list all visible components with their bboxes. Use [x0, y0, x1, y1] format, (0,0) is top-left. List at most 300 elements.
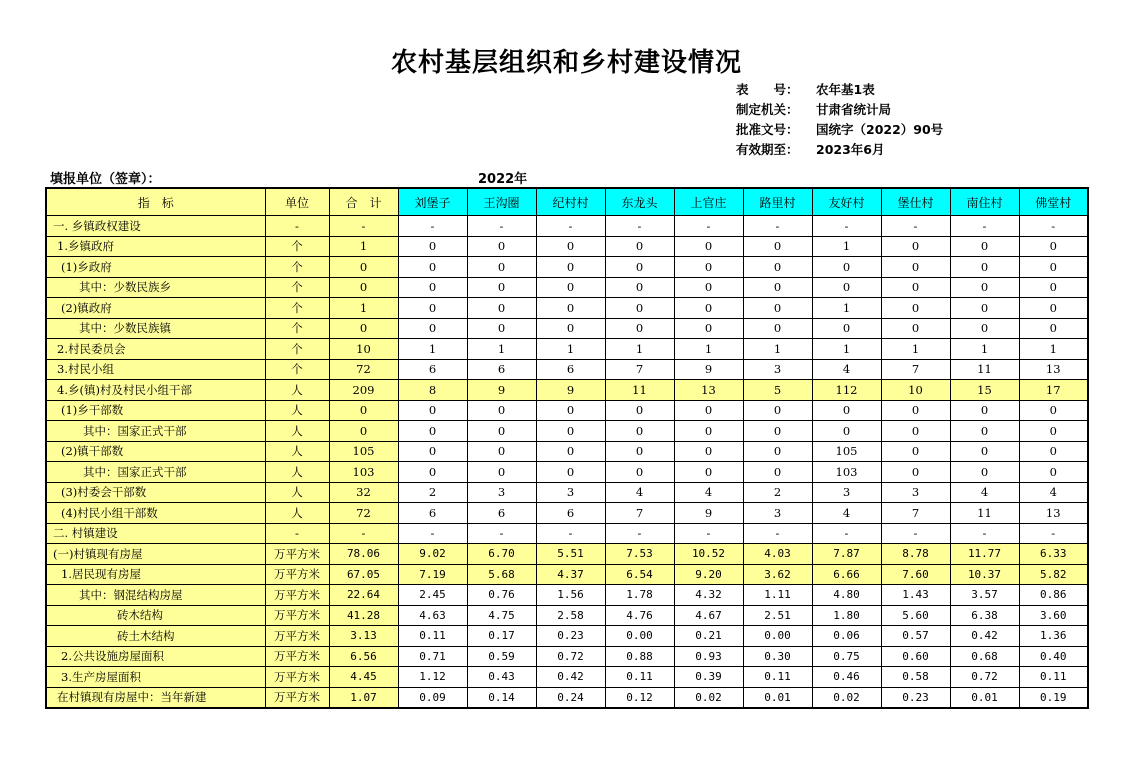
row-total: 0 — [329, 318, 398, 339]
row-village-value: 0 — [536, 257, 605, 278]
meta-form-number: 表 号： 农年基1表 — [736, 82, 875, 97]
row-indicator: 砖土木结构 — [46, 626, 265, 647]
row-village-value: 6 — [536, 359, 605, 380]
row-village-value: 0.06 — [812, 626, 881, 647]
row-village-value: 0.02 — [812, 687, 881, 708]
row-village-value: 0 — [881, 318, 950, 339]
row-total: 22.64 — [329, 585, 398, 606]
row-village-value: 0.02 — [674, 687, 743, 708]
row-village-value: 0 — [950, 462, 1019, 483]
table-row — [46, 277, 1088, 298]
row-total: 105 — [329, 441, 398, 462]
row-village-value: 4.80 — [812, 585, 881, 606]
row-village-value: 6.66 — [812, 564, 881, 585]
row-village-value: 0 — [467, 257, 536, 278]
header-village: 友好村 — [812, 188, 881, 216]
row-indicator: 1.居民现有房屋 — [46, 564, 265, 585]
row-village-value: 0 — [743, 462, 812, 483]
row-village-value: 3.57 — [950, 585, 1019, 606]
row-village-value: 0 — [398, 421, 467, 442]
row-village-value: 1.43 — [881, 585, 950, 606]
row-village-value: 0 — [467, 462, 536, 483]
row-village-value: 11 — [950, 359, 1019, 380]
row-village-value: 9 — [467, 380, 536, 401]
table-row — [46, 564, 1088, 585]
row-total: 1.07 — [329, 687, 398, 708]
row-village-value: 0 — [950, 257, 1019, 278]
row-unit: 人 — [265, 441, 329, 462]
row-indicator: 二. 村镇建设 — [46, 523, 265, 544]
row-village-value: 1 — [1019, 339, 1088, 360]
row-village-value: 0.71 — [398, 646, 467, 667]
row-total: 6.56 — [329, 646, 398, 667]
row-village-value: 0.11 — [605, 667, 674, 688]
row-village-value: 0 — [881, 462, 950, 483]
header-village: 王沟圈 — [467, 188, 536, 216]
table-row — [46, 462, 1088, 483]
row-village-value: - — [536, 523, 605, 544]
row-unit: - — [265, 216, 329, 237]
header-total: 合 计 — [329, 188, 398, 216]
row-village-value: - — [743, 523, 812, 544]
row-indicator: 砖木结构 — [46, 605, 265, 626]
row-village-value: 0 — [398, 318, 467, 339]
row-village-value: 0 — [536, 421, 605, 442]
row-village-value: 0 — [812, 318, 881, 339]
row-village-value: 103 — [812, 462, 881, 483]
row-village-value: 0 — [1019, 298, 1088, 319]
row-village-value: 0 — [743, 257, 812, 278]
row-indicator: (4)村民小组干部数 — [46, 503, 265, 524]
row-village-value: 4 — [812, 503, 881, 524]
row-village-value: 0 — [1019, 400, 1088, 421]
row-village-value: 6 — [467, 359, 536, 380]
meta-approval-number: 批准文号： 国统字（2022）90号 — [736, 122, 944, 137]
row-unit: 个 — [265, 236, 329, 257]
row-village-value: 112 — [812, 380, 881, 401]
row-village-value: 0.19 — [1019, 687, 1088, 708]
row-indicator: (1)乡政府 — [46, 257, 265, 278]
row-village-value: 0 — [674, 441, 743, 462]
row-village-value: 8 — [398, 380, 467, 401]
row-village-value: 0 — [605, 277, 674, 298]
table-row — [46, 667, 1088, 688]
row-unit: 万平方米 — [265, 626, 329, 647]
row-village-value: 7.87 — [812, 544, 881, 565]
row-total: 41.28 — [329, 605, 398, 626]
row-indicator: 一. 乡镇政权建设 — [46, 216, 265, 237]
row-village-value: 5.82 — [1019, 564, 1088, 585]
row-village-value: 0.01 — [950, 687, 1019, 708]
row-village-value: 0.11 — [1019, 667, 1088, 688]
table-row — [46, 257, 1088, 278]
row-village-value: 0.59 — [467, 646, 536, 667]
row-village-value: 0 — [605, 400, 674, 421]
row-village-value: 0 — [881, 236, 950, 257]
row-village-value: - — [398, 523, 467, 544]
row-village-value: 1 — [536, 339, 605, 360]
row-village-value: 1.11 — [743, 585, 812, 606]
row-unit: 个 — [265, 359, 329, 380]
row-village-value: - — [743, 216, 812, 237]
row-village-value: 0 — [950, 236, 1019, 257]
row-village-value: 0.12 — [605, 687, 674, 708]
row-village-value: 6.38 — [950, 605, 1019, 626]
row-village-value: 13 — [1019, 503, 1088, 524]
row-unit: 万平方米 — [265, 585, 329, 606]
row-total: 1 — [329, 236, 398, 257]
table-body — [46, 216, 1088, 709]
row-total: 72 — [329, 359, 398, 380]
table-row — [46, 605, 1088, 626]
row-village-value: 0 — [1019, 257, 1088, 278]
row-village-value: 7.19 — [398, 564, 467, 585]
row-village-value: 2 — [398, 482, 467, 503]
row-village-value: 105 — [812, 441, 881, 462]
row-unit: 个 — [265, 318, 329, 339]
row-village-value: 0.42 — [950, 626, 1019, 647]
row-village-value: 7.53 — [605, 544, 674, 565]
row-village-value: 0 — [605, 298, 674, 319]
row-village-value: 0 — [605, 236, 674, 257]
row-village-value: 0 — [605, 462, 674, 483]
row-village-value: 4 — [812, 359, 881, 380]
row-unit: 万平方米 — [265, 646, 329, 667]
row-village-value: 10.37 — [950, 564, 1019, 585]
table-row — [46, 523, 1088, 544]
row-unit: 人 — [265, 380, 329, 401]
row-village-value: 0 — [950, 318, 1019, 339]
row-village-value: 5 — [743, 380, 812, 401]
row-village-value: 0 — [812, 421, 881, 442]
row-village-value: 4 — [950, 482, 1019, 503]
row-village-value: 9 — [674, 503, 743, 524]
row-village-value: 0 — [881, 257, 950, 278]
row-village-value: 3.62 — [743, 564, 812, 585]
row-village-value: 4.76 — [605, 605, 674, 626]
header-village: 堡仕村 — [881, 188, 950, 216]
row-indicator: 3.村民小组 — [46, 359, 265, 380]
table-row — [46, 544, 1088, 565]
row-village-value: 6 — [467, 503, 536, 524]
table-row — [46, 380, 1088, 401]
row-village-value: 0.39 — [674, 667, 743, 688]
row-village-value: 0 — [467, 421, 536, 442]
header-village: 佛堂村 — [1019, 188, 1088, 216]
row-village-value: 0.60 — [881, 646, 950, 667]
table-row — [46, 421, 1088, 442]
row-village-value: 0 — [467, 400, 536, 421]
row-village-value: 7 — [605, 503, 674, 524]
row-total: 0 — [329, 400, 398, 421]
row-village-value: 11 — [950, 503, 1019, 524]
row-indicator: (3)村委会干部数 — [46, 482, 265, 503]
row-unit: 人 — [265, 462, 329, 483]
row-unit: 万平方米 — [265, 687, 329, 708]
row-village-value: 9 — [674, 359, 743, 380]
row-village-value: 1 — [812, 298, 881, 319]
row-village-value: 0 — [743, 400, 812, 421]
row-unit: 人 — [265, 482, 329, 503]
row-village-value: 0.21 — [674, 626, 743, 647]
header-village: 东龙头 — [605, 188, 674, 216]
statistics-table — [45, 187, 1089, 709]
row-indicator: 其中：国家正式干部 — [46, 462, 265, 483]
row-village-value: 1 — [398, 339, 467, 360]
row-village-value: 13 — [674, 380, 743, 401]
row-village-value: 1 — [950, 339, 1019, 360]
row-village-value: 0 — [950, 441, 1019, 462]
row-indicator: 在村镇现有房屋中：当年新建 — [46, 687, 265, 708]
row-village-value: 0 — [398, 462, 467, 483]
table-row — [46, 236, 1088, 257]
table-row — [46, 482, 1088, 503]
row-village-value: 0.00 — [605, 626, 674, 647]
row-village-value: 9.20 — [674, 564, 743, 585]
row-village-value: 1 — [812, 339, 881, 360]
header-unit: 单位 — [265, 188, 329, 216]
row-village-value: 6 — [398, 359, 467, 380]
row-village-value: 0 — [812, 400, 881, 421]
row-village-value: 4.37 — [536, 564, 605, 585]
row-village-value: 1 — [605, 339, 674, 360]
row-village-value: 0.30 — [743, 646, 812, 667]
row-village-value: 9.02 — [398, 544, 467, 565]
row-indicator: 4.乡(镇)村及村民小组干部 — [46, 380, 265, 401]
row-village-value: 5.60 — [881, 605, 950, 626]
row-village-value: 0 — [1019, 421, 1088, 442]
row-village-value: 4.67 — [674, 605, 743, 626]
row-village-value: 3 — [743, 503, 812, 524]
row-village-value: - — [812, 523, 881, 544]
row-village-value: 0 — [950, 298, 1019, 319]
meta-issuing-authority: 制定机关： 甘肃省统计局 — [736, 102, 892, 117]
row-village-value: 10 — [881, 380, 950, 401]
row-village-value: 0 — [1019, 462, 1088, 483]
row-village-value: 0 — [467, 318, 536, 339]
row-village-value: 0 — [467, 277, 536, 298]
row-village-value: 0 — [743, 318, 812, 339]
row-total: 209 — [329, 380, 398, 401]
row-indicator: 2.公共设施房屋面积 — [46, 646, 265, 667]
row-village-value: - — [950, 523, 1019, 544]
row-village-value: 1 — [467, 339, 536, 360]
row-village-value: - — [812, 216, 881, 237]
row-total: 32 — [329, 482, 398, 503]
row-village-value: 1 — [674, 339, 743, 360]
row-unit: 个 — [265, 298, 329, 319]
row-village-value: 0 — [743, 421, 812, 442]
row-village-value: - — [881, 523, 950, 544]
row-village-value: - — [950, 216, 1019, 237]
row-village-value: 0 — [743, 441, 812, 462]
row-village-value: 0 — [605, 421, 674, 442]
row-indicator: (1)乡干部数 — [46, 400, 265, 421]
meta-valid-until: 有效期至： 2023年6月 — [736, 142, 885, 157]
row-village-value: 3 — [743, 359, 812, 380]
fill-unit-label: 填报单位（签章）： — [50, 172, 161, 187]
row-village-value: 0 — [605, 257, 674, 278]
row-village-value: 0.23 — [881, 687, 950, 708]
row-village-value: 0 — [812, 277, 881, 298]
row-village-value: 2 — [743, 482, 812, 503]
row-village-value: 0 — [398, 298, 467, 319]
row-village-value: - — [467, 216, 536, 237]
row-village-value: - — [605, 216, 674, 237]
row-village-value: 6 — [536, 503, 605, 524]
row-village-value: 0.24 — [536, 687, 605, 708]
row-village-value: 10.52 — [674, 544, 743, 565]
table-row — [46, 441, 1088, 462]
row-village-value: 0 — [950, 277, 1019, 298]
row-village-value: 0.11 — [743, 667, 812, 688]
row-village-value: 7.60 — [881, 564, 950, 585]
row-village-value: 0.11 — [398, 626, 467, 647]
row-village-value: 17 — [1019, 380, 1088, 401]
row-village-value: 0 — [881, 441, 950, 462]
row-village-value: 4 — [605, 482, 674, 503]
row-village-value: 0 — [881, 277, 950, 298]
table-row — [46, 216, 1088, 237]
row-indicator: (2)镇干部数 — [46, 441, 265, 462]
row-village-value: 11.77 — [950, 544, 1019, 565]
row-village-value: 0 — [674, 257, 743, 278]
header-village: 纪村村 — [536, 188, 605, 216]
row-village-value: 0 — [398, 400, 467, 421]
row-unit: 万平方米 — [265, 544, 329, 565]
table-row — [46, 646, 1088, 667]
row-village-value: 0 — [536, 318, 605, 339]
row-village-value: 5.68 — [467, 564, 536, 585]
row-village-value: 0 — [674, 236, 743, 257]
table-row — [46, 400, 1088, 421]
row-village-value: 1.80 — [812, 605, 881, 626]
table-row — [46, 626, 1088, 647]
row-village-value: 0 — [674, 318, 743, 339]
row-village-value: 0.72 — [950, 667, 1019, 688]
row-village-value: - — [674, 216, 743, 237]
row-village-value: 0 — [950, 400, 1019, 421]
row-village-value: - — [605, 523, 674, 544]
row-village-value: 4.75 — [467, 605, 536, 626]
row-village-value: 0 — [605, 318, 674, 339]
row-village-value: 3 — [536, 482, 605, 503]
row-unit: 万平方米 — [265, 667, 329, 688]
row-village-value: 15 — [950, 380, 1019, 401]
row-village-value: 0.23 — [536, 626, 605, 647]
row-village-value: 0 — [536, 277, 605, 298]
table-row — [46, 318, 1088, 339]
row-total: 10 — [329, 339, 398, 360]
row-indicator: 其中：少数民族乡 — [46, 277, 265, 298]
row-village-value: 2.51 — [743, 605, 812, 626]
row-village-value: 0 — [536, 441, 605, 462]
row-village-value: 0 — [674, 462, 743, 483]
row-village-value: 0 — [1019, 277, 1088, 298]
row-indicator: (一)村镇现有房屋 — [46, 544, 265, 565]
row-village-value: 2.58 — [536, 605, 605, 626]
row-village-value: 4 — [1019, 482, 1088, 503]
row-total: 0 — [329, 257, 398, 278]
header-village: 路里村 — [743, 188, 812, 216]
row-village-value: 7 — [605, 359, 674, 380]
row-village-value: 0 — [536, 236, 605, 257]
row-total: 0 — [329, 421, 398, 442]
row-village-value: 0 — [1019, 236, 1088, 257]
table-row — [46, 585, 1088, 606]
row-village-value: 0 — [743, 236, 812, 257]
row-total: 0 — [329, 277, 398, 298]
row-village-value: 4.63 — [398, 605, 467, 626]
row-village-value: 0 — [467, 236, 536, 257]
row-village-value: 0 — [743, 277, 812, 298]
row-village-value: - — [536, 216, 605, 237]
row-village-value: 0.75 — [812, 646, 881, 667]
row-village-value: 0.01 — [743, 687, 812, 708]
row-indicator: 其中：钢混结构房屋 — [46, 585, 265, 606]
row-village-value: 6 — [398, 503, 467, 524]
row-village-value: 6.33 — [1019, 544, 1088, 565]
table-row — [46, 687, 1088, 708]
row-village-value: 0.88 — [605, 646, 674, 667]
row-village-value: 9 — [536, 380, 605, 401]
row-village-value: 0.76 — [467, 585, 536, 606]
row-village-value: 1.78 — [605, 585, 674, 606]
row-village-value: 0.42 — [536, 667, 605, 688]
header-village: 上官庄 — [674, 188, 743, 216]
row-unit: 万平方米 — [265, 605, 329, 626]
row-village-value: 0 — [812, 257, 881, 278]
row-village-value: - — [881, 216, 950, 237]
row-village-value: 4 — [674, 482, 743, 503]
row-village-value: 1.56 — [536, 585, 605, 606]
row-village-value: 0.93 — [674, 646, 743, 667]
row-village-value: 4.03 — [743, 544, 812, 565]
row-village-value: 0 — [536, 462, 605, 483]
form-meta — [736, 80, 943, 160]
row-village-value: 4.32 — [674, 585, 743, 606]
row-village-value: - — [467, 523, 536, 544]
row-indicator: 其中：少数民族镇 — [46, 318, 265, 339]
row-indicator: 2.村民委员会 — [46, 339, 265, 360]
table-row — [46, 359, 1088, 380]
row-indicator: 3.生产房屋面积 — [46, 667, 265, 688]
row-total: 3.13 — [329, 626, 398, 647]
row-village-value: 0.09 — [398, 687, 467, 708]
row-village-value: 0 — [1019, 318, 1088, 339]
row-unit: 人 — [265, 421, 329, 442]
row-unit: 人 — [265, 503, 329, 524]
row-village-value: 0.00 — [743, 626, 812, 647]
row-village-value: 0 — [950, 421, 1019, 442]
row-village-value: 7 — [881, 359, 950, 380]
row-unit: 个 — [265, 257, 329, 278]
row-village-value: - — [1019, 216, 1088, 237]
row-village-value: 0 — [398, 257, 467, 278]
row-village-value: 11 — [605, 380, 674, 401]
row-total: 72 — [329, 503, 398, 524]
row-village-value: 0 — [881, 298, 950, 319]
row-total: - — [329, 216, 398, 237]
row-village-value: 3 — [467, 482, 536, 503]
row-unit: 万平方米 — [265, 564, 329, 585]
table-row — [46, 298, 1088, 319]
row-village-value: 0.72 — [536, 646, 605, 667]
row-village-value: 0.86 — [1019, 585, 1088, 606]
row-indicator: (2)镇政府 — [46, 298, 265, 319]
row-village-value: 3.60 — [1019, 605, 1088, 626]
row-total: 67.05 — [329, 564, 398, 585]
